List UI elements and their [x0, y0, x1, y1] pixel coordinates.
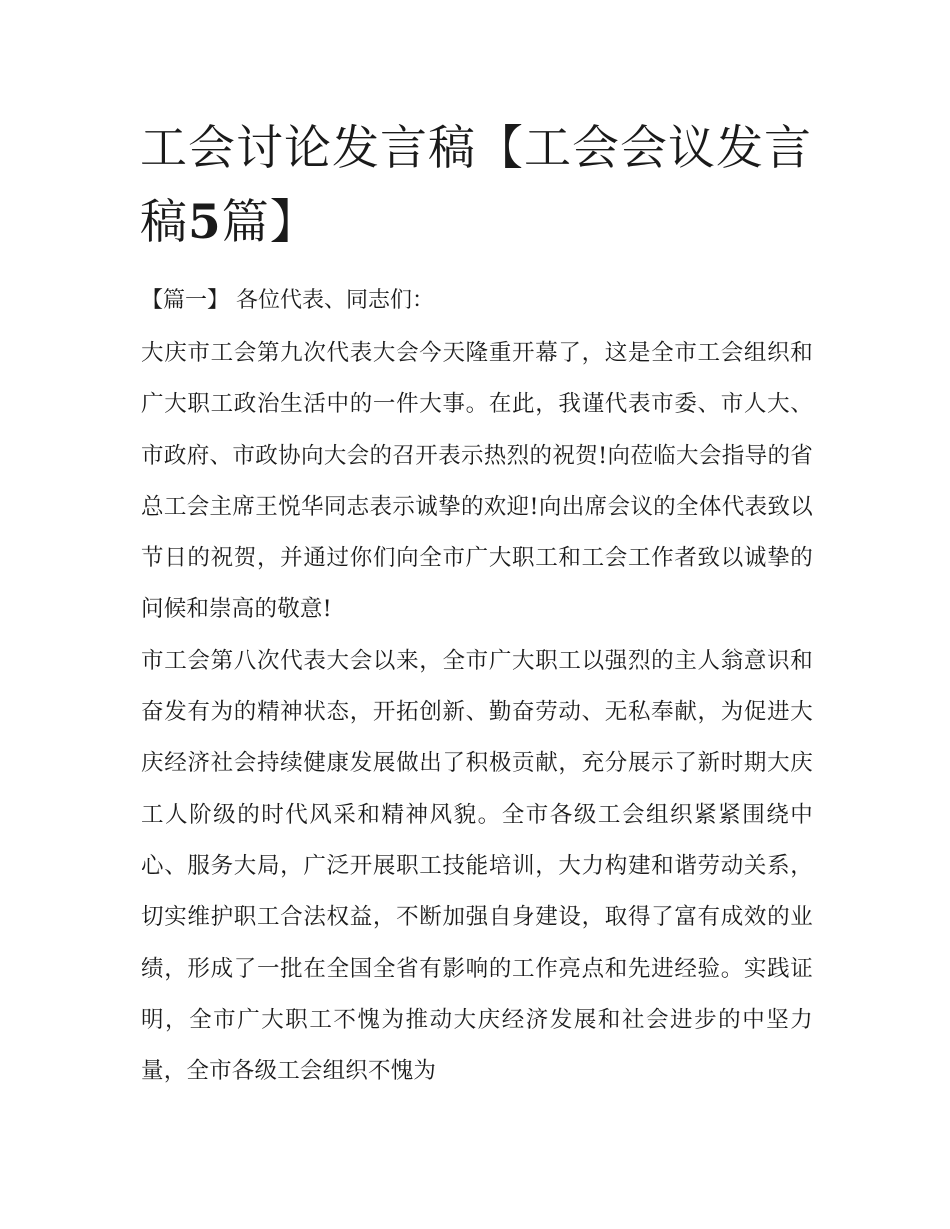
document-title [140, 112, 820, 260]
paragraph-2: 市工会第八次代表大会以来，全市广大职工以强烈的主人翁意识和奋发有为的精神状态，开拓创新、勤奋劳动、无私奉献，为促进大庆经济社会持续健康发展做出了积极贡献，充分展示了新时期大庆工人阶级的时代风采和精神风貌。全市各级工会组织紧紧围绕中心、服务大局，广泛开展职工技能培训，大力构建和谐劳动关系，切实维护职工合法权益，不断加强自身建设，取得了富有成效的业绩，形成了一批在全国全省有影响的工作亮点和先进经验。实践证明，全市广大职工不愧为推动大庆经济发展和社会进步的中坚力量，全市各级工会组织不愧为 [141, 647, 813, 1085]
document-body [141, 282, 813, 1097]
paragraph-1: 大庆市工会第九次代表大会今天隆重开幕了，这是全市工会组织和广大职工政治生活中的一件大事。在此，我谨代表市委、市人大、市政府、市政协向大会的召开表示热烈的祝贺!向莅临大会指导的省总工会主席王悦华同志表示诚挚的欢迎!向出席会议的全体代表致以节日的祝贺，并通过你们向全市广大职工和工会工作者致以诚挚的问候和崇高的敬意! [141, 340, 813, 623]
title-suffix: 篇】 [221, 195, 318, 250]
section-heading: 【篇一】 各位代表、同志们： [141, 288, 434, 313]
title-number: 5 [188, 195, 222, 250]
title-text: 工会讨论发言稿【工会会议发言稿 [140, 121, 812, 250]
